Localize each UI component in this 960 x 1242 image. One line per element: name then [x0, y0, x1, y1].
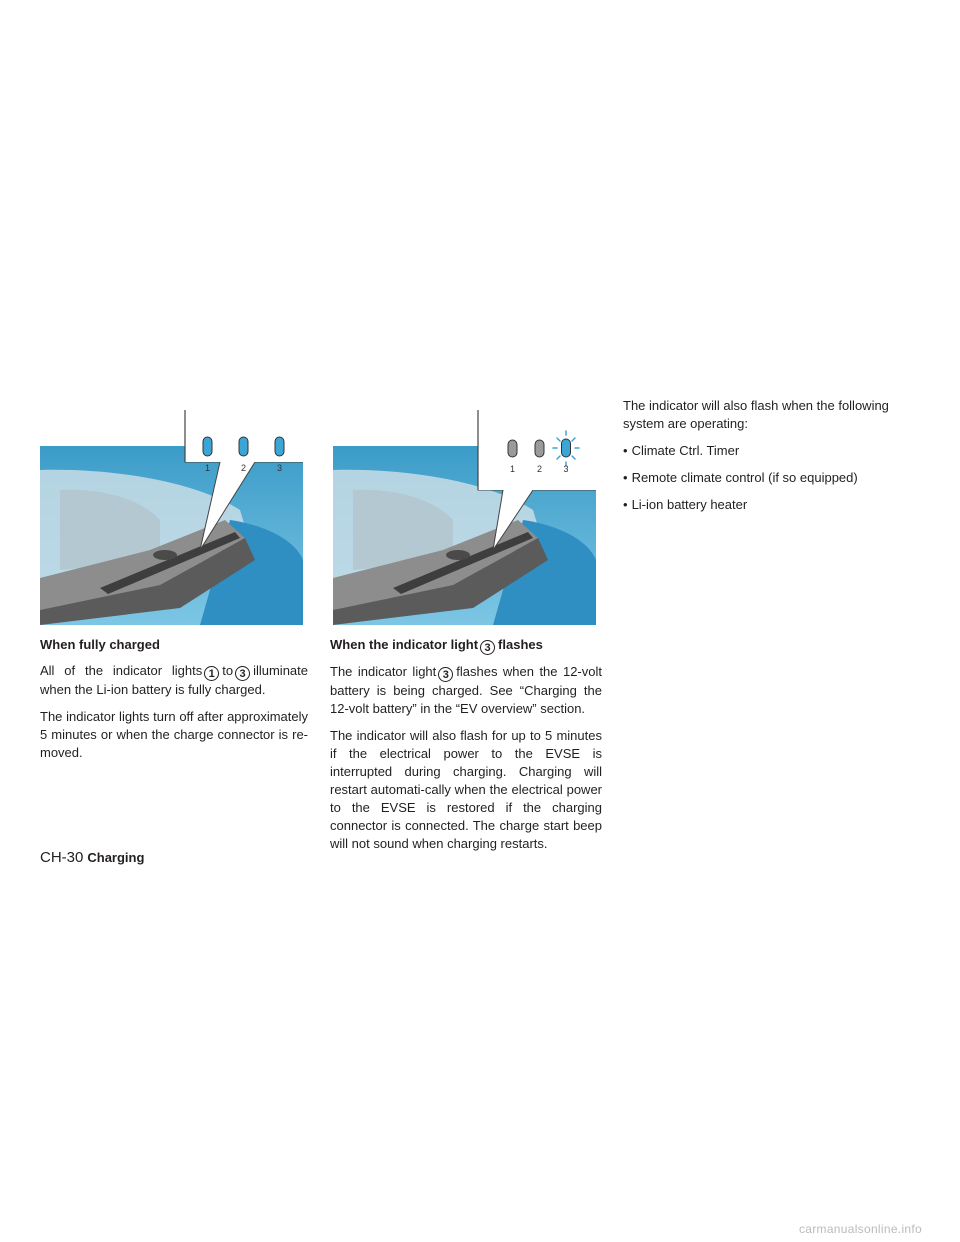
- indicator-label-1: 1: [509, 464, 516, 474]
- heading-indicator-flashes: [330, 636, 602, 655]
- paragraph-intro: The indicator will also flash when the following system are operating:: [623, 398, 889, 431]
- bullet-list: [623, 442, 898, 514]
- section-other-flash-conditions: [623, 397, 898, 523]
- indicator-light-1: [203, 437, 212, 456]
- circled-number-3: 3: [480, 640, 495, 655]
- indicator-label-2: 2: [536, 464, 543, 474]
- circled-number-1: 1: [204, 666, 219, 681]
- indicator-panel: [446, 550, 470, 560]
- indicator-label-3: 3: [276, 463, 283, 473]
- indicator-label-1: 1: [204, 463, 211, 473]
- paragraph-turn-off: The indicator lights turn off after approximately 5 minutes or when the charge connector is re-moved.: [40, 709, 308, 760]
- circled-number-3: 3: [438, 667, 453, 682]
- figure-indicator-3-flashes: [333, 410, 596, 625]
- indicator-light-2: [239, 437, 248, 456]
- indicator-panel: [153, 550, 177, 560]
- indicator-light-3: [275, 437, 284, 456]
- indicator-label-2: 2: [240, 463, 247, 473]
- list-item: • Li-ion battery heater: [623, 496, 898, 514]
- indicator-label-3: 3: [563, 464, 569, 474]
- text-fragment: flashes when the 12-volt battery is being charged. See “Charging the 12-volt battery” in the “EV overview” section.: [330, 664, 602, 716]
- section-fully-charged: [40, 636, 308, 771]
- page-footer: [40, 849, 144, 867]
- text-fragment: The indicator light: [330, 664, 437, 679]
- heading-fragment: flashes: [498, 637, 543, 652]
- heading-fully-charged: When fully charged: [40, 637, 160, 652]
- indicator-light-3: [562, 439, 571, 457]
- list-item: • Remote climate control (if so equipped): [623, 469, 898, 487]
- indicator-light-2: [535, 440, 544, 457]
- paragraph-12v-battery: [330, 663, 602, 718]
- page-number: CH-30: [40, 849, 84, 866]
- section-name: Charging: [87, 850, 145, 865]
- paragraph-illuminate: [40, 662, 308, 699]
- watermark: carmanualsonline.info: [798, 1222, 922, 1236]
- indicator-light-1: [508, 440, 517, 457]
- paragraph-power-interrupted: The indicator will also flash for up to 5 minutes if the electrical power to the EVSE is interrupted during charging. Charging will restart automati-cally when the electrical power to the EVSE is restored if the charging connector is connected. The charge start beep will not sound when charging restarts.: [330, 728, 602, 851]
- list-item: • Climate Ctrl. Timer: [623, 442, 898, 460]
- text-fragment: to: [222, 663, 234, 678]
- circled-number-3: 3: [235, 666, 250, 681]
- figure-fully-charged: [40, 410, 303, 625]
- section-indicator-flashes: [330, 636, 602, 862]
- text-fragment: illuminate when the Li-ion battery is fully charged.: [40, 663, 308, 697]
- heading-fragment: When the indicator light: [330, 637, 479, 652]
- text-fragment: All of the indicator lights: [40, 663, 203, 678]
